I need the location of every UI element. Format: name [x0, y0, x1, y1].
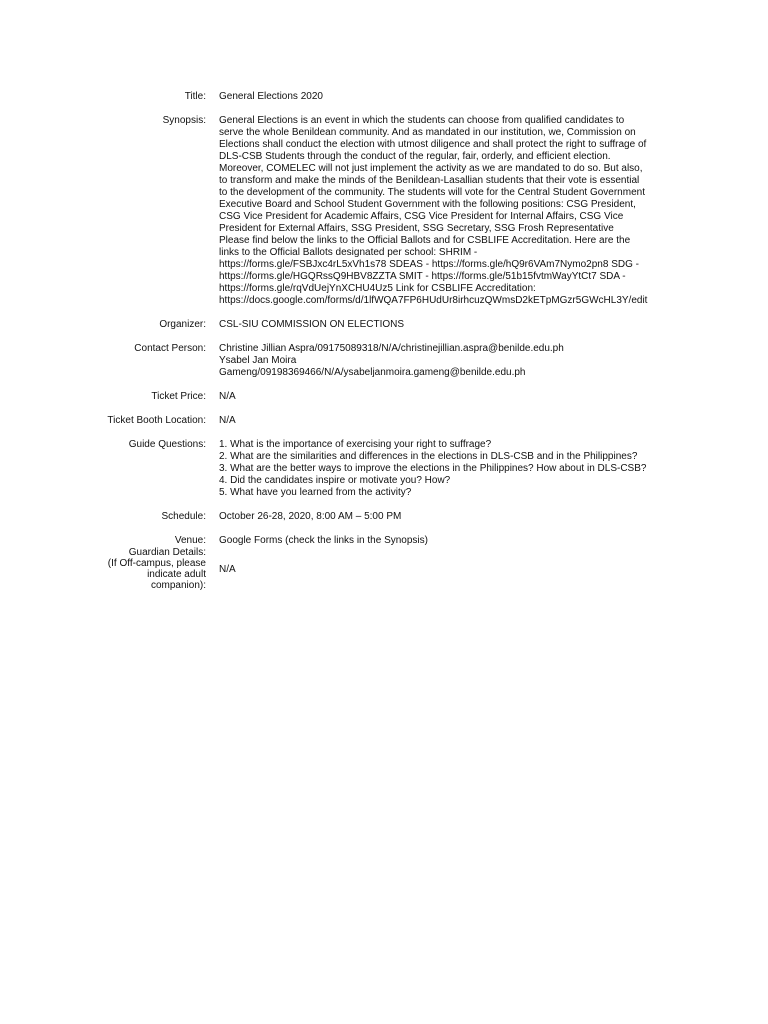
guide-question: 5. What have you learned from the activity? [219, 487, 412, 498]
guardian-details-label [0, 547, 206, 591]
organizer-row [0, 319, 768, 331]
venue-value: Google Forms (check the links in the Synopsis) [219, 535, 428, 546]
contact-line: Gameng/09198369466/N/A/ysabeljanmoira.gameng@benilde.edu.ph [219, 367, 526, 378]
guide-question: 1. What is the importance of exercising your right to suffrage? [219, 439, 492, 450]
guardian-label-line: Guardian Details: [128, 547, 206, 558]
ticket-booth-location-value: N/A [219, 415, 236, 426]
guardian-label-line: indicate adult [147, 569, 206, 580]
guardian-label-line: companion): [150, 580, 206, 591]
title-row [0, 91, 768, 103]
contact-line: Ysabel Jan Moira [219, 355, 297, 366]
event-details-document [0, 91, 768, 591]
guide-question: 2. What are the similarities and differences in the elections in DLS-CSB and in the Philippines? [219, 451, 638, 462]
venue-row [0, 535, 768, 547]
schedule-row [0, 511, 768, 523]
contact-line: Christine Jillian Aspra/09175089318/N/A/christinejillian.aspra@benilde.edu.ph [219, 343, 564, 354]
guardian-details-value: N/A [219, 564, 236, 575]
synopsis-value: General Elections is an event in which the students can choose from qualified candidates to serve the whole Benildean community. And as mandated in our institution, we, Commission on Elections shall conduct the election with utmost diligence and shall protect the right to suffrage of DLS-CSB Students through the conduct of the regular, fair, orderly, and efficient election. Moreover, COMELEC will not just implement the activity as we are mandated to do so. But also, to transform and make the minds of the Benildean-Lasallian students that their vote is essential to the development of the community. The students will vote for the Central Student Government Executive Board and School Student Government with the following positions: CSG President, CSG Vice President for Academic Affairs, CSG Vice President for Internal Affairs, CSG Vice President for External Affairs, SSG President, SSG Secretary, SSG Frosh Representative Please find below the links to the Official Ballots and for CSBLIFE Accreditation. Here are the links to the Official Ballots designated per school: SHRIM - https://forms.gle/FSBJxc4rL5xVh1s78 SDEAS - https://forms.gle/hQ9r6VAm7Nymo2pn8 SDG - https://forms.gle/HGQRssQ9HBV8ZZTA SMIT - https://forms.gle/51b15fvtmWayYtCt7 SDA - https://forms.gle/rqVdUejYnXCHU4Uz5 Link for CSBLIFE Accreditation: https://docs.google.com/forms/d/1lfWQA7FP6HUdUr8irhcuzQWmsD2kETpMGzr5GWcHL3Y/edit [219, 115, 648, 306]
ticket-price-row [0, 391, 768, 403]
guide-question: 4. Did the candidates inspire or motivate you? How? [219, 475, 451, 486]
title-label: Title: [184, 91, 206, 102]
synopsis-label: Synopsis: [162, 115, 206, 126]
guide-questions-row [0, 439, 768, 499]
contact-person-row [0, 343, 768, 379]
guardian-label-line: (If Off-campus, please [107, 558, 206, 569]
organizer-value: CSL-SIU COMMISSION ON ELECTIONS [219, 319, 405, 330]
venue-label: Venue: [174, 535, 206, 546]
schedule-value: October 26-28, 2020, 8:00 AM – 5:00 PM [219, 511, 402, 522]
guardian-details-row [0, 547, 768, 591]
guide-question: 3. What are the better ways to improve the elections in the Philippines? How about in DLS-CSB? [219, 463, 647, 474]
contact-person-label: Contact Person: [134, 343, 206, 354]
organizer-label: Organizer: [159, 319, 206, 330]
ticket-price-label: Ticket Price: [151, 391, 206, 402]
synopsis-row [0, 115, 768, 307]
guide-questions-list [219, 439, 647, 499]
title-value: General Elections 2020 [219, 91, 323, 102]
schedule-label: Schedule: [161, 511, 206, 522]
ticket-booth-location-label: Ticket Booth Location: [107, 415, 206, 426]
ticket-price-value: N/A [219, 391, 236, 402]
contact-person-value [219, 343, 647, 379]
guide-questions-label: Guide Questions: [128, 439, 206, 450]
ticket-booth-location-row [0, 415, 768, 427]
